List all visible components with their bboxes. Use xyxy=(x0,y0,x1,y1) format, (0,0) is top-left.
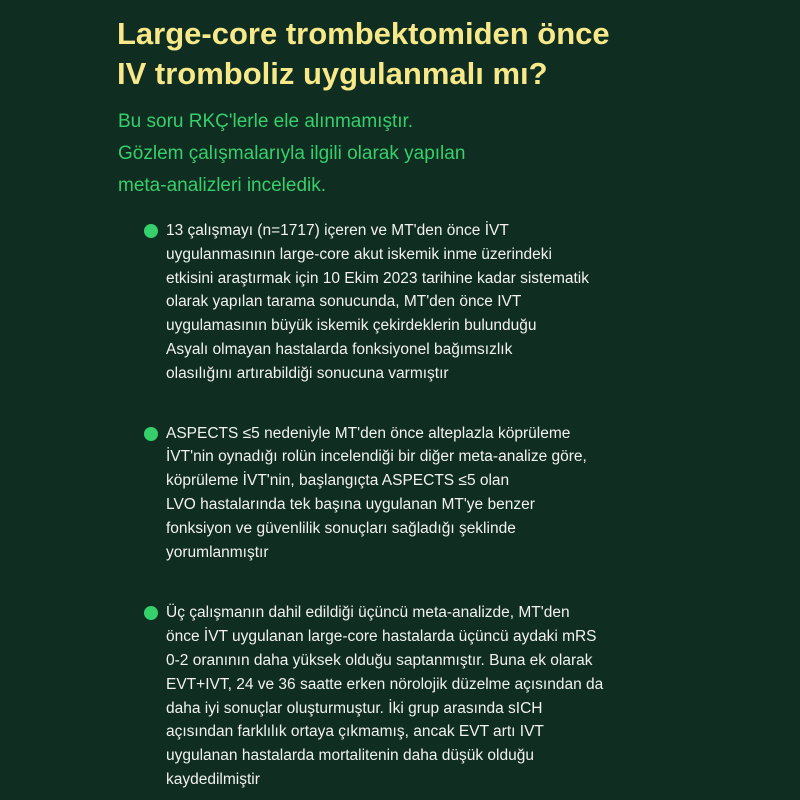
bullet-dot-icon xyxy=(144,224,158,238)
bullet-line: fonksiyon ve güvenlilik sonuçları sağladığı şeklinde xyxy=(166,519,516,537)
title-line: IV tromboliz uygulanmalı mı? xyxy=(117,56,548,91)
bullet-line: açısından farklılık ortaya çıkmamış, ancak EVT artı IVT xyxy=(166,723,544,741)
bullet-line: olasılığını artırabildiği sonucuna varmıştır xyxy=(166,364,449,382)
intro-line: Gözlem çalışmalarıyla ilgili olarak yapılan xyxy=(118,143,466,164)
bullet-line: olarak yapılan tarama sonucunda, MT'den önce IVT xyxy=(166,293,522,311)
bullet-text xyxy=(166,219,784,386)
bullet-line: uygulamasının büyük iskemik çekirdeklerin bulunduğu xyxy=(166,317,537,335)
bullet-dot-icon xyxy=(144,427,158,441)
bullet-line: kaydedilmiştir xyxy=(166,770,260,788)
bullet-line: LVO hastalarında tek başına uygulanan MT'ye benzer xyxy=(166,495,535,513)
bullet-line: İVT'nin oynadığı rolün incelendiği bir diğer meta-analize göre, xyxy=(166,448,587,466)
bullet-line: Üç çalışmanın dahil edildiği üçüncü meta-analizde, MT'den xyxy=(166,604,570,622)
intro-line: Bu soru RKÇ'lerle ele alınmamıştır. xyxy=(118,111,414,132)
bullet-line: etkisini araştırmak için 10 Ekim 2023 tarihine kadar sistematik xyxy=(166,269,589,287)
bullet-dot-icon xyxy=(144,606,158,620)
bullet-line: 0-2 oranının daha yüksek olduğu saptanmıştır. Buna ek olarak xyxy=(166,651,593,669)
bullet-line: ASPECTS ≤5 nedeniyle MT'den önce alteplazla köprüleme xyxy=(166,424,571,442)
bullet-line: köprüleme İVT'nin, başlangıçta ASPECTS ≤5 olan xyxy=(166,472,510,490)
bullet-line: yorumlanmıştır xyxy=(166,543,269,561)
bullet-line: 13 çalışmayı (n=1717) içeren ve MT'den önce İVT xyxy=(166,222,509,239)
bullet-text xyxy=(166,601,784,791)
bullet-line: EVT+IVT, 24 ve 36 saatte erken nörolojik düzelme açısından da xyxy=(166,675,604,693)
intro-line: meta-analizleri inceledik. xyxy=(118,175,327,196)
intro-text xyxy=(118,106,778,202)
bullet-line: önce İVT uygulanan large-core hastalarda üçüncü aydaki mRS xyxy=(166,628,597,646)
bullet-line: uygulanan hastalarda mortalitenin daha düşük olduğu xyxy=(166,747,534,765)
bullet-item xyxy=(144,422,784,565)
bullet-line: daha iyi sonuçlar oluşturmuştur. İki grup arasında sICH xyxy=(166,699,543,717)
bullet-item xyxy=(144,601,784,791)
bullet-line: Asyalı olmayan hastalarda fonksiyonel bağımsızlık xyxy=(166,340,513,358)
bullet-item xyxy=(144,219,784,386)
bullet-list xyxy=(144,219,784,792)
bullet-line: uygulanmasının large-core akut iskemik inme üzerindeki xyxy=(166,245,552,263)
page-title xyxy=(117,14,787,94)
bullet-text xyxy=(166,422,784,565)
title-line: Large-core trombektomiden önce xyxy=(117,16,610,51)
